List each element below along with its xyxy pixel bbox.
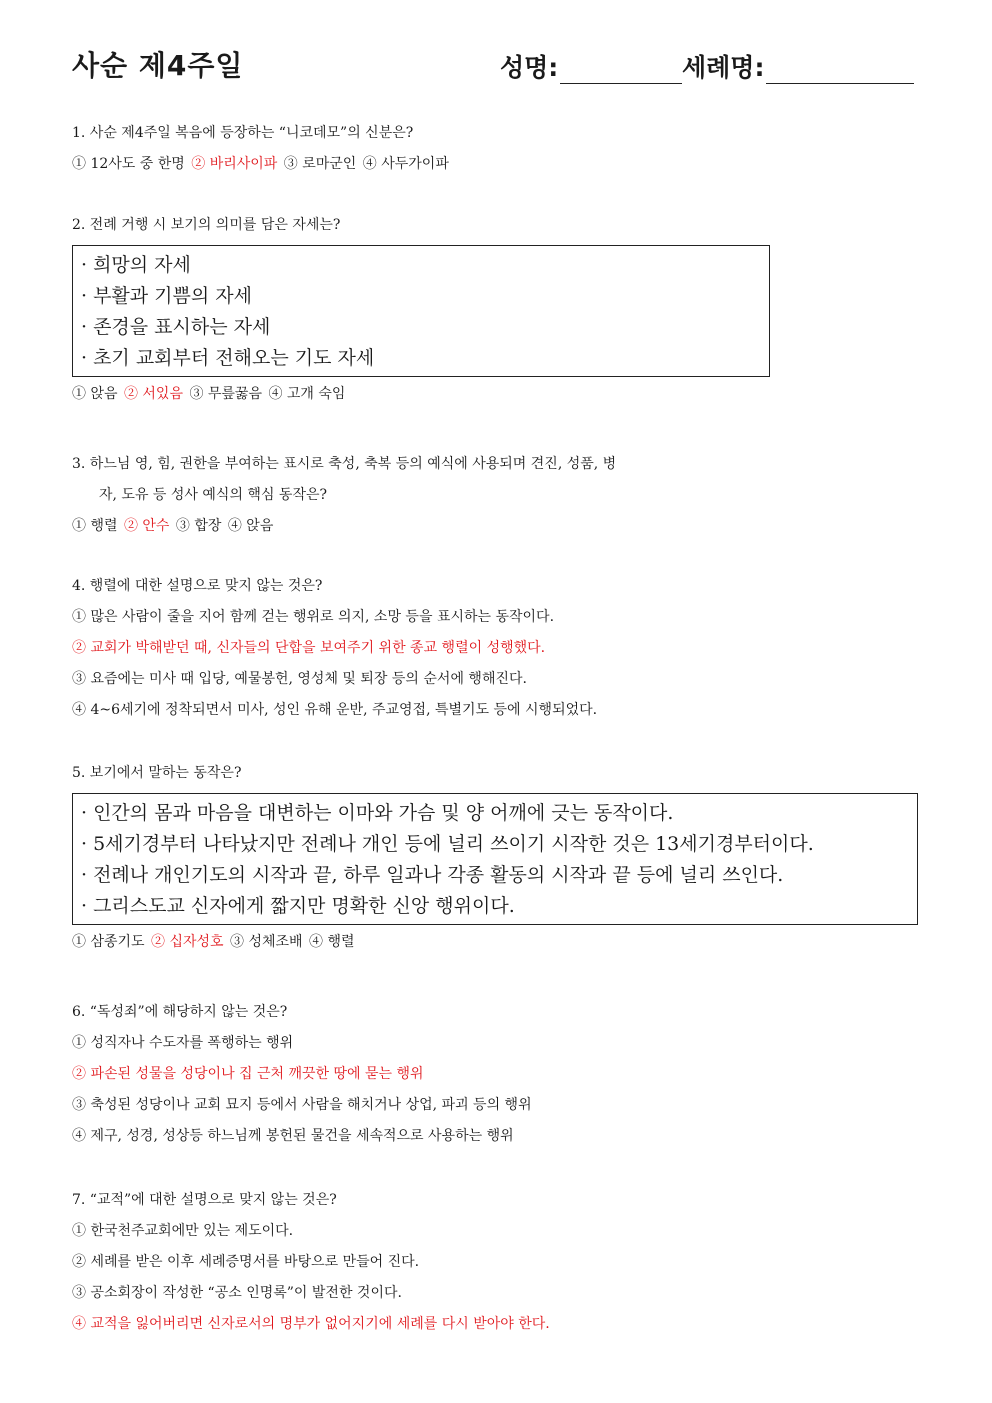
worksheet-title: 사순 제4주일 <box>72 49 244 82</box>
q2-option-4: ④ 고개 숙임 <box>268 386 346 402</box>
question-4 <box>72 571 922 726</box>
question-3-answers <box>72 511 922 542</box>
question-5 <box>72 758 922 958</box>
baptism-name-blank[interactable] <box>766 55 914 84</box>
q3-option-4: ④ 앉음 <box>227 518 274 534</box>
question-2-example-box <box>72 245 770 377</box>
q7-option-3: ③ 공소회장이 작성한 “공소 인명록”이 발전한 것이다. <box>72 1285 402 1301</box>
q2-box-item: · 초기 교회부터 전해오는 기도 자세 <box>81 347 375 369</box>
q2-box-item: · 부활과 기쁨의 자세 <box>81 285 252 307</box>
q4-option-2-correct: ② 교회가 박해받던 때, 신자들의 단합을 보여주기 위한 종교 행렬이 성행했다. <box>72 640 546 656</box>
q2-option-3: ③ 무릎꿇음 <box>189 386 262 402</box>
name-blank[interactable] <box>560 55 682 84</box>
q5-box-item: · 인간의 몸과 마음을 대변하는 이마와 가슴 및 양 어깨에 긋는 동작이다. <box>81 802 674 824</box>
q7-option-1: ① 한국천주교회에만 있는 제도이다. <box>72 1223 294 1239</box>
worksheet-header <box>72 40 917 84</box>
question-1-answers <box>72 149 922 180</box>
question-1-text: 1. 사순 제4주일 복음에 등장하는 “니코데모”의 신분은? <box>72 125 414 141</box>
question-5-text: 5. 보기에서 말하는 동작은? <box>72 765 242 781</box>
question-7 <box>72 1185 922 1340</box>
q5-box-item: · 전례나 개인기도의 시작과 끝, 하루 일과나 각종 활동의 시작과 끝 등에 널리 쓰인다. <box>81 864 784 886</box>
question-4-text: 4. 행렬에 대한 설명으로 맞지 않는 것은? <box>72 578 323 594</box>
q4-option-1: ① 많은 사람이 줄을 지어 함께 걷는 행위로 의지, 소망 등을 표시하는 동작이다. <box>72 609 555 625</box>
baptism-name-field <box>682 48 914 84</box>
q1-option-2-correct: ② 바리사이파 <box>191 156 278 172</box>
q1-option-4: ④ 사두가이파 <box>362 156 449 172</box>
q3-option-1: ① 행렬 <box>72 518 118 534</box>
q6-option-2-correct: ② 파손된 성물을 성당이나 집 근처 깨끗한 땅에 묻는 행위 <box>72 1066 424 1082</box>
q3-option-2-correct: ② 안수 <box>123 518 170 534</box>
q2-option-2-correct: ② 서있음 <box>123 386 183 402</box>
q4-option-3: ③ 요즘에는 미사 때 입당, 예물봉헌, 영성체 및 퇴장 등의 순서에 행해진다. <box>72 671 527 687</box>
baptism-name-label: 세례명: <box>682 53 765 82</box>
name-label: 성명: <box>500 53 559 82</box>
question-2-text: 2. 전례 거행 시 보기의 의미를 담은 자세는? <box>72 217 341 233</box>
q2-box-item: · 존경을 표시하는 자세 <box>81 316 271 338</box>
q1-option-3: ③ 로마군인 <box>283 156 357 172</box>
question-6 <box>72 997 922 1152</box>
question-3-text-line-1: 3. 하느님 영, 힘, 권한을 부여하는 표시로 축성, 축복 등의 예식에 사용되며 견진, 성품, 병 <box>72 456 617 472</box>
name-field <box>500 48 682 84</box>
q5-option-2-correct: ② 십자성호 <box>151 934 224 950</box>
question-7-text: 7. “교적”에 대한 설명으로 맞지 않는 것은? <box>72 1192 337 1208</box>
question-1 <box>72 118 922 180</box>
q5-box-item: · 그리스도교 신자에게 짧지만 명확한 신앙 행위이다. <box>81 895 515 917</box>
q4-option-4: ④ 4~6세기에 정착되면서 미사, 성인 유해 운반, 주교영접, 특별기도 등에 시행되었다. <box>72 702 598 718</box>
q1-option-1: ① 12사도 중 한명 <box>72 156 185 172</box>
question-3 <box>72 449 922 542</box>
q5-option-3: ③ 성체조배 <box>230 934 303 950</box>
q3-option-3: ③ 합장 <box>175 518 222 534</box>
q6-option-1: ① 성직자나 수도자를 폭행하는 행위 <box>72 1035 294 1051</box>
q7-option-2: ② 세례를 받은 이후 세례증명서를 바탕으로 만들어 진다. <box>72 1254 420 1270</box>
q5-option-1: ① 삼종기도 <box>72 934 145 950</box>
question-3-text-line-2: 자, 도유 등 성사 예식의 핵심 동작은? <box>99 487 327 503</box>
question-6-text: 6. “독성죄”에 해당하지 않는 것은? <box>72 1004 288 1020</box>
question-2 <box>72 210 922 410</box>
question-5-example-box <box>72 793 918 925</box>
q2-box-item: · 희망의 자세 <box>81 254 191 276</box>
q7-option-4-correct: ④ 교적을 잃어버리면 신자로서의 명부가 없어지기에 세례를 다시 받아야 한다. <box>72 1316 550 1332</box>
q5-box-item: · 5세기경부터 나타났지만 전례나 개인 등에 널리 쓰이기 시작한 것은 13세기경부터이다. <box>81 833 814 855</box>
question-5-answers <box>72 927 922 958</box>
q6-option-3: ③ 축성된 성당이나 교회 묘지 등에서 사람을 해치거나 상업, 파괴 등의 행위 <box>72 1097 532 1113</box>
question-2-answers <box>72 379 922 410</box>
q5-option-4: ④ 행렬 <box>309 934 355 950</box>
q6-option-4: ④ 제구, 성경, 성상등 하느님께 봉헌된 물건을 세속적으로 사용하는 행위 <box>72 1128 514 1144</box>
q2-option-1: ① 앉음 <box>72 386 118 402</box>
